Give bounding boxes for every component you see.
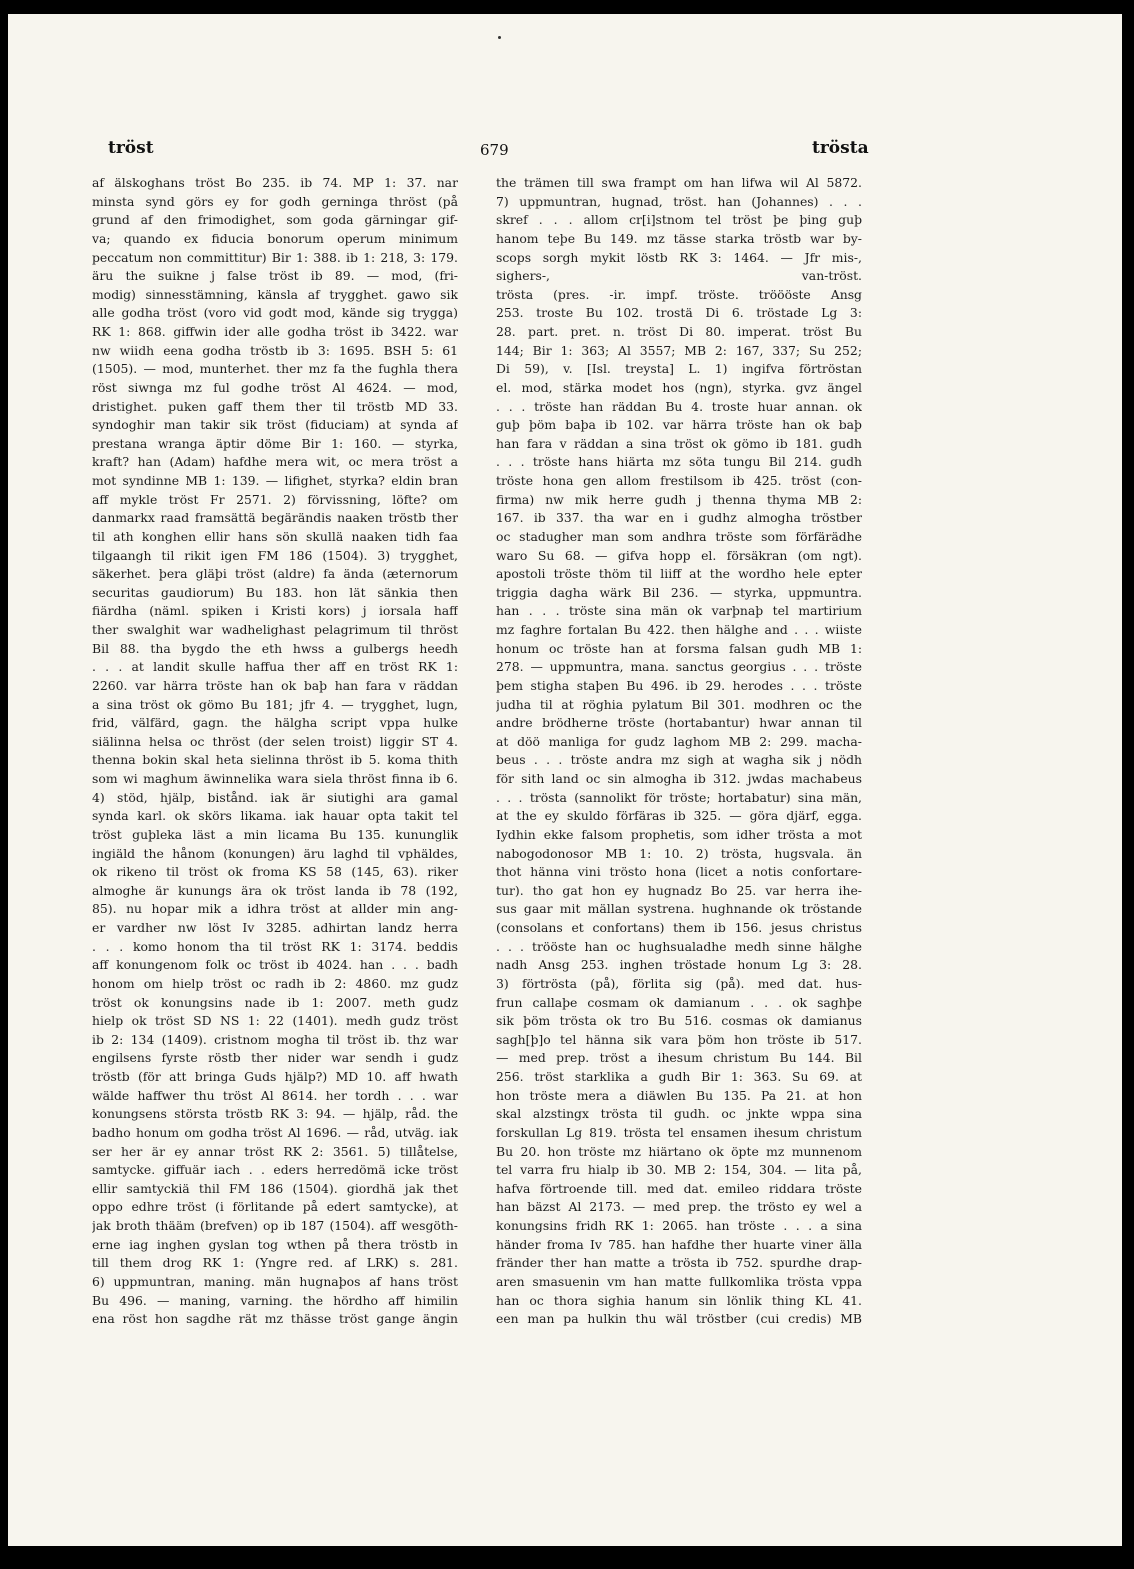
text-line: . . . trösta (sannolikt för tröste; hortabatur) sina män, <box>496 789 862 805</box>
text-line: 278. — uppmuntra, mana. sanctus georgius . . . tröste <box>496 659 862 675</box>
text-line: oppo edhre tröst (i förlitande på edert samtycke), at <box>92 1199 458 1215</box>
text-line: 85). nu hopar mik a idhra tröst at allder min ang- <box>92 901 458 917</box>
text-line: scops sorgh mykit löstb RK 3: 1464. — Jfr mis-, <box>496 249 862 265</box>
text-line: at döö manliga for gudz laghom MB 2: 299. macha- <box>496 733 862 749</box>
text-line: hanom teþe Bu 149. mz tässe starka tröstb war by- <box>496 230 862 246</box>
text-line: tröst guþleka läst a min licama Bu 135. kununglik <box>92 826 458 842</box>
text-line: händer froma Iv 785. han hafdhe ther huarte viner älla <box>496 1236 862 1252</box>
text-line: syndoghir man takir sik tröst (fiduciam) at synda af <box>92 417 458 433</box>
text-line: han . . . tröste sina män ok varþnaþ tel martirium <box>496 603 862 619</box>
text-line: han fara v räddan a sina tröst ok gömo ib 181. gudh <box>496 435 862 451</box>
text-line: . . . tröste han räddan Bu 4. troste huar annan. ok <box>496 398 862 414</box>
text-line: mot syndinne MB 1: 139. — lifighet, styrka? eldin bran <box>92 473 458 488</box>
text-line: ena röst hon sagdhe rät mz thässe tröst gange ängin <box>92 1311 458 1327</box>
text-line: tröst ok konungsins nade ib 1: 2007. meth gudz <box>92 994 458 1010</box>
text-line: sighers-, van-tröst. <box>496 268 862 284</box>
text-line: grund af den frimodighet, som goda gärningar gif- <box>92 212 458 228</box>
text-line: synda karl. ok skörs likama. iak hauar opta takit tel <box>92 808 458 824</box>
text-line: the trämen till swa frampt om han lifwa wil Al 5872. <box>496 175 862 190</box>
text-line: sagh[þ]o tel hänna sik vara þöm hon tröste ib 517. <box>496 1031 862 1047</box>
text-line: hafva förtroende till. med dat. emileo riddara tröste <box>496 1180 862 1196</box>
text-line: tröste hona gen allom frestilsom ib 425. tröst (con- <box>496 473 862 488</box>
text-line: honum oc tröste han at forsma falsan gudh MB 1: <box>496 640 862 656</box>
text-line: firma) nw mik herre gudh j thenna thyma MB 2: <box>496 491 862 507</box>
text-line: Di 59), v. [Isl. treysta] L. 1) ingifva förtröstan <box>496 361 862 377</box>
text-line: alle godha tröst (voro vid godt mod, kände sig trygga) <box>92 305 458 321</box>
text-line: prestana wranga äptir döme Bir 1: 160. — styrka, <box>92 435 458 451</box>
text-line: peccatum non committitur) Bir 1: 388. ib 1: 218, 3: 179. <box>92 249 458 265</box>
text-line: 7) uppmuntran, hugnad, tröst. han (Johannes) . . . <box>496 193 862 209</box>
text-line: frid, välfärd, gagn. the hälgha script vppa hulke <box>92 715 458 731</box>
text-line: han bäzst Al 2173. — med prep. the trösto ey wel a <box>496 1199 862 1215</box>
text-line: skref . . . allom cr[i]stnom tel tröst þe þing guþ <box>496 212 862 228</box>
text-line: badho honum om godha tröst Al 1696. — råd, utväg. iak <box>92 1124 458 1140</box>
text-line: siälinna helsa oc thröst (der selen troist) liggir ST 4. <box>92 733 458 749</box>
text-line: trösta (pres. -ir. impf. tröste. tröööste Ansg <box>496 286 862 302</box>
text-line: a sina tröst ok gömo Bu 181; jfr 4. — trygghet, lugn, <box>92 696 458 712</box>
header-right-word: trösta <box>812 138 869 158</box>
text-line: guþ þöm baþa ib 102. var härra tröste han ok baþ <box>496 417 862 433</box>
text-line: danmarkx raad framsättä begärändis naaken tröstb ther <box>92 510 458 526</box>
text-line: waro Su 68. — gifva hopp el. försäkran (om ngt). <box>496 547 862 563</box>
text-line: nadh Ansg 253. inghen tröstade honum Lg 3: 28. <box>496 957 862 973</box>
text-line: Bu 20. hon tröste mz hiärtano ok öpte mz munnenom <box>496 1143 862 1159</box>
text-line: at the ey skuldo förfäras ib 325. — göra djärf, egga. <box>496 808 862 824</box>
text-line: röst siwnga mz ful godhe tröst Al 4624. — mod, <box>92 379 458 395</box>
text-line: beus . . . tröste andra mz sigh at wagha sik j nödh <box>496 752 862 768</box>
text-line: honom om hielp tröst oc radh ib 2: 4860. mz gudz <box>92 975 458 991</box>
text-line: ser her är ey annar tröst RK 2: 3561. 5) tillåtelse, <box>92 1143 458 1159</box>
text-line: securitas gaudiorum) Bu 183. hon lät sänkia then <box>92 584 458 600</box>
text-line: Bil 88. tha bygdo the eth hwss a gulbergs heedh <box>92 640 458 656</box>
text-line: äru the suikne j false tröst ib 89. — mod, (fri- <box>92 268 458 284</box>
right-column <box>496 174 862 1329</box>
text-line: som wi maghum äwinnelika wara siela thröst finna ib 6. <box>92 771 458 786</box>
text-line: 253. troste Bu 102. trostä Di 6. tröstade Lg 3: <box>496 305 862 321</box>
text-line: er vardher nw löst Iv 3285. adhirtan landz herra <box>92 920 458 935</box>
text-line: skal alzstingx trösta til gudh. oc jnkte wppa sina <box>496 1106 862 1122</box>
text-line: ther swalghit war wadhelighast pelagrimum til thröst <box>92 622 458 637</box>
text-line: een man pa hulkin thu wäl tröstber (cui credis) MB <box>496 1311 862 1327</box>
text-line: . . . trööste han oc hughsualadhe medh sinne hälghe <box>496 938 862 954</box>
text-line: (1505). — mod, munterhet. ther mz fa the fughla thera <box>92 361 458 377</box>
text-line: almoghe är kunungs ära ok tröst landa ib 78 (192, <box>92 882 458 898</box>
header-left-word: tröst <box>108 138 154 158</box>
text-line: 167. ib 337. tha war en i gudhz almogha tröstber <box>496 510 862 526</box>
left-column <box>92 174 458 1329</box>
text-line: för sith land oc sin almogha ib 312. jwdas machabeus <box>496 771 862 786</box>
text-line: erne iag inghen gyslan tog wthen på thera tröstb in <box>92 1236 458 1252</box>
text-line: ingiäld the hånom (konungen) äru laghd til vphäldes, <box>92 845 458 861</box>
text-line: jak broth thääm (brefven) op ib 187 (1504). aff wesgöth- <box>92 1218 458 1233</box>
text-line: dristighet. puken gaff them ther til tröstb MD 33. <box>92 398 458 414</box>
text-line: ib 2: 134 (1409). cristnom mogha til tröst ib. thz war <box>92 1031 458 1047</box>
text-line: 144; Bir 1: 363; Al 3557; MB 2: 167, 337; Su 252; <box>496 342 862 358</box>
text-line: tur). tho gat hon ey hugnadz Bo 25. var herra ihe- <box>496 882 862 898</box>
text-line: 2260. var härra tröste han ok baþ han fara v räddan <box>92 677 458 693</box>
text-line: nabogodonosor MB 1: 10. 2) trösta, hugsvala. än <box>496 845 862 861</box>
text-line: tröstb (för att bringa Guds hjälp?) MD 10. aff hwath <box>92 1069 458 1084</box>
text-line: thenna bokin skal heta sielinna thröst ib 5. koma thith <box>92 752 458 768</box>
text-line: . . . at landit skulle haffua ther aff en tröst RK 1: <box>92 659 458 675</box>
text-line: 3) förtrösta (på), förlita sig (på). med dat. hus- <box>496 975 862 991</box>
text-line: forskullan Lg 819. trösta tel ensamen ihesum christum <box>496 1124 862 1140</box>
text-line: Iydhin ekke falsom prophetis, som idher trösta a mot <box>496 826 862 842</box>
text-line: engilsens fyrste röstb ther nider war sendh i gudz <box>92 1050 458 1066</box>
text-line: hielp ok tröst SD NS 1: 22 (1401). medh gudz tröst <box>92 1013 458 1029</box>
text-line: (consolans et confortans) them ib 156. jesus christus <box>496 920 862 935</box>
text-line: va; quando ex fiducia bonorum operum minimum <box>92 230 458 246</box>
text-line: ellir samtyckiä thil FM 186 (1504). giordhä jak thet <box>92 1180 458 1196</box>
text-line: wälde haffwer thu tröst Al 8614. her tordh . . . war <box>92 1087 458 1103</box>
text-line: andre brödherne tröste (hortabantur) hwar annan til <box>496 715 862 731</box>
text-line: modig) sinnesstämning, känsla af trygghet. gawo sik <box>92 286 458 302</box>
text-line: konungsins fridh RK 1: 2065. han tröste . . . a sina <box>496 1218 862 1233</box>
text-line: kraft? han (Adam) hafdhe mera wit, oc mera tröst a <box>92 454 458 470</box>
text-line: thot hänna vini trösto hona (licet a notis confortare- <box>496 864 862 880</box>
text-line: 28. part. pret. n. tröst Di 80. imperat. tröst Bu <box>496 324 862 339</box>
text-line: säkerhet. þera gläþi tröst (aldre) fa ända (æternorum <box>92 566 458 582</box>
dictionary-page <box>8 14 1122 1546</box>
text-line: minsta synd görs ey for godh gerninga thröst (på <box>92 193 458 209</box>
text-line: triggia dagha wärk Bil 236. — styrka, uppmuntra. <box>496 584 862 600</box>
page-number: 679 <box>480 141 509 159</box>
text-line: konungsens största tröstb RK 3: 94. — hjälp, råd. the <box>92 1106 458 1122</box>
text-line: fiärdha (näml. spiken i Kristi kors) j iorsala haff <box>92 603 458 619</box>
text-line: 6) uppmuntran, maning. män hugnaþos af hans tröst <box>92 1273 458 1289</box>
text-line: . . . tröste hans hiärta mz söta tungu Bil 214. gudh <box>496 454 862 470</box>
text-line: fränder ther han matte a trösta ib 752. spurdhe drap- <box>496 1255 862 1271</box>
page-speck <box>498 36 501 39</box>
text-line: samtycke. giffuär iach . . eders herredömä icke tröst <box>92 1162 458 1178</box>
text-line: aff mykle tröst Fr 2571. 2) förvissning, löfte? om <box>92 491 458 507</box>
text-line: af älskoghans tröst Bo 235. ib 74. MP 1: 37. nar <box>92 175 458 190</box>
text-line: aren smasuenin vm han matte fullkomlika trösta vppa <box>496 1273 862 1289</box>
text-line: tilgaangh til rikit igen FM 186 (1504). 3) trygghet, <box>92 547 458 563</box>
text-line: mz faghre fortalan Bu 422. then hälghe and . . . wiiste <box>496 622 862 637</box>
text-line: hon tröste mera a diäwlen Bu 135. Pa 21. at hon <box>496 1087 862 1103</box>
text-line: ok rikeno til tröst ok froma KS 58 (145, 63). riker <box>92 864 458 880</box>
text-line: 4) stöd, hjälp, bistånd. iak är siutighi ara gamal <box>92 789 458 805</box>
text-line: Bu 496. — maning, varning. the hördho aff himilin <box>92 1292 458 1308</box>
text-line: tel varra fru hialp ib 30. MB 2: 154, 304. — lita på, <box>496 1162 862 1178</box>
text-line: þem stigha staþen Bu 496. ib 29. herodes . . . tröste <box>496 677 862 693</box>
text-line: han oc thora sighia hanum sin lönlik thing KL 41. <box>496 1292 862 1308</box>
text-line: till them drog RK 1: (Yngre red. af LRK) s. 281. <box>92 1255 458 1271</box>
text-line: 256. tröst starklika a gudh Bir 1: 363. Su 69. at <box>496 1069 862 1084</box>
text-line: frun callaþe cosmam ok damianum . . . ok saghþe <box>496 994 862 1010</box>
text-line: sik þöm trösta ok tro Bu 516. cosmas ok damianus <box>496 1013 862 1029</box>
text-line: el. mod, stärka modet hos (ngn), styrka. gvz ängel <box>496 379 862 395</box>
text-line: nw wiidh eena godha tröstb ib 3: 1695. BSH 5: 61 <box>92 342 458 358</box>
text-line: aff konungenom folk oc tröst ib 4024. han . . . badh <box>92 957 458 973</box>
text-line: judha til at röghia pylatum Bil 301. modhren oc the <box>496 696 862 712</box>
text-line: sus gaar mit mällan systrena. hughnande ok tröstande <box>496 901 862 917</box>
text-line: — med prep. tröst a ihesum christum Bu 144. Bil <box>496 1050 862 1066</box>
text-line: apostoli tröste thöm til liiff at the wordho hele epter <box>496 566 862 582</box>
text-line: . . . komo honom tha til tröst RK 1: 3174. beddis <box>92 938 458 954</box>
text-line: oc stadugher man som andhra tröste som förfärädhe <box>496 528 862 544</box>
text-line: RK 1: 868. giffwin ider alle godha tröst ib 3422. war <box>92 324 458 339</box>
text-line: til ath konghen ellir hans sön skullä naaken tidh faa <box>92 528 458 544</box>
